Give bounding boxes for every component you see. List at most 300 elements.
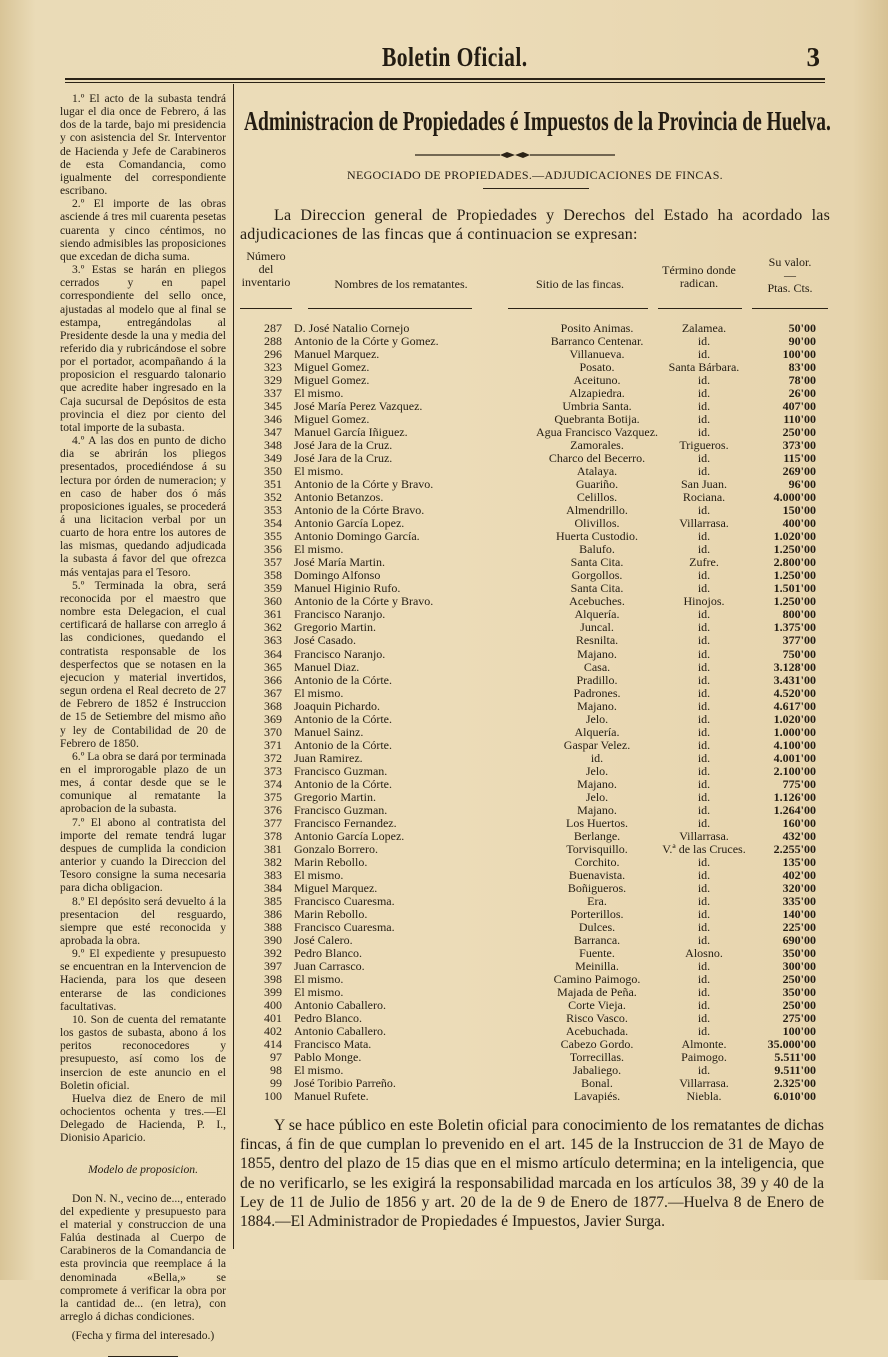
buyer-name: José Toribio Parreño.: [294, 1076, 396, 1091]
inventory-number: 401: [264, 1011, 282, 1026]
property-site: Torrecillas.: [569, 1050, 625, 1065]
property-site: Majada de Peña.: [557, 985, 637, 1000]
property-value: 350'00: [782, 945, 816, 960]
header-term: Término donde radican.: [662, 263, 736, 290]
buyer-name: Manuel Sainz.: [294, 724, 364, 739]
property-site: Padrones.: [573, 685, 621, 700]
buyer-name: Antonio Caballero.: [294, 1024, 386, 1039]
property-site: Barranco Centenar.: [550, 334, 644, 349]
inventory-number: 354: [264, 516, 282, 531]
buyer-name: Antonio de la Córte y Bravo.: [294, 594, 434, 609]
page-number: 3: [806, 42, 820, 72]
inventory-number: 390: [264, 932, 282, 947]
inventory-number: 392: [264, 945, 282, 960]
table-row: [240, 1090, 830, 1103]
municipality: Trigueros.: [679, 438, 729, 453]
inventory-number: 345: [264, 399, 282, 414]
property-value: 35.000'00: [767, 1037, 816, 1052]
property-site: Alzapiedra.: [569, 386, 625, 401]
municipality: San Juan.: [681, 477, 727, 492]
property-site: Quebranta Botija.: [554, 412, 640, 427]
inventory-number: 400: [264, 998, 282, 1013]
municipality: id.: [697, 789, 711, 804]
page-header: [90, 38, 850, 78]
municipality: Zalamea.: [681, 321, 727, 335]
property-value: 4.001'00: [773, 750, 816, 765]
property-site: Charco del Becerro.: [548, 451, 646, 466]
municipality: id.: [697, 919, 711, 934]
table-row: [240, 713, 830, 726]
inventory-number: 358: [264, 568, 282, 583]
property-value: 407'00: [782, 399, 816, 414]
municipality: id.: [697, 854, 711, 869]
property-value: 300'00: [782, 958, 816, 973]
property-value: 250'00: [782, 972, 816, 986]
inventory-number: 369: [264, 711, 282, 726]
property-value: 83'00: [788, 360, 816, 375]
buyer-name: Antonio de la Córte Bravo.: [294, 503, 425, 518]
property-value: 775'00: [782, 776, 816, 791]
inventory-number: 357: [264, 555, 282, 570]
header-rule-thin: [65, 82, 825, 83]
property-value: 2.325'00: [773, 1076, 816, 1091]
header-name: Nombres de los rematantes.: [334, 277, 468, 291]
buyer-name: Domingo Alfonso: [294, 568, 381, 583]
property-value: 377'00: [782, 633, 816, 648]
header-value-units: Ptas. Cts.: [767, 281, 813, 295]
table-row: [240, 869, 830, 882]
buyer-name: Antonio de la Córte.: [294, 737, 392, 752]
publication-title: Boletin Oficial.: [382, 42, 528, 72]
inventory-number: 287: [264, 321, 282, 335]
table-row: [240, 947, 830, 960]
buyer-name: Antonio Caballero.: [294, 998, 386, 1013]
buyer-name: Francisco Mata.: [294, 1037, 372, 1052]
municipality: Almonte.: [681, 1037, 727, 1052]
property-value: 6.010'00: [773, 1089, 816, 1104]
buyer-name: José Calero.: [294, 932, 353, 947]
property-site: Majano.: [577, 646, 617, 661]
table-row: [240, 843, 830, 856]
buyer-name: El mismo.: [294, 685, 344, 700]
inventory-number: 397: [264, 958, 282, 973]
property-site: Buenavista.: [568, 867, 626, 882]
buyer-name: Francisco Fernandez.: [294, 815, 397, 830]
property-value: 115'00: [783, 451, 816, 466]
inventory-number: 353: [264, 503, 282, 518]
buyer-name: Marin Rebollo.: [294, 906, 368, 921]
intro-paragraph: La Direccion general de Propiedades y Derechos del Estado ha acordado las adjudicaciones de las fincas que á continuacion se expresan:: [240, 207, 830, 243]
header-value: [752, 256, 828, 295]
buyer-name: Antonio de la Córte.: [294, 711, 392, 726]
buyer-name: Francisco Naranjo.: [294, 607, 386, 622]
buyer-name: El mismo.: [294, 542, 344, 557]
inventory-number: 399: [264, 985, 282, 1000]
condition-paragraph: 8.º El depósito será devuelto á la presentacion del resguardo, siempre que esté reconocida y aprobada la obra.: [60, 894, 226, 947]
table-row: [240, 778, 830, 791]
property-value: 4.000'00: [773, 490, 816, 505]
condition-paragraph: 6.º La obra se dará por terminada en el improrogable plazo de un mes, á contar desde que se le comunique al rematante la aprobacion de la subasta.: [60, 749, 226, 816]
header-rule: [65, 78, 825, 80]
municipality: Rociana.: [682, 490, 726, 505]
property-value: 750'00: [782, 646, 816, 661]
municipality: id.: [697, 998, 711, 1013]
table-row: [240, 934, 830, 947]
inventory-number: 348: [264, 438, 282, 453]
model-closing: (Fecha y firma del interesado.): [71, 1329, 215, 1343]
condition-paragraph: 10. Son de cuenta del rematante los gastos de subasta, abono á los peritos reconocedores y presupuesto, así como los de insercion de este anuncio en el Boletin oficial.: [60, 1012, 226, 1092]
property-site: Atalaya.: [576, 464, 618, 479]
inventory-number: 352: [264, 490, 282, 505]
table-row: [240, 895, 830, 908]
property-value: 4.520'00: [773, 685, 816, 700]
municipality: id.: [697, 607, 711, 622]
condition-paragraph: 7.º El abono al contratista del importe del remate tendrá lugar despues de cumplida la condicion anterior y cuando la Direccion del Tesoro consigne la suma necesaria para dicha obligacion.: [60, 815, 226, 895]
municipality: id.: [697, 568, 711, 583]
property-value: 100'00: [782, 347, 816, 362]
inventory-number: 367: [264, 685, 282, 700]
property-site: Jelo.: [585, 789, 609, 804]
inventory-number: 362: [264, 620, 282, 635]
section-heading: Administracion de Propiedades é Impuestos de la Provincia de Huelva.: [244, 106, 831, 136]
property-site: id.: [590, 750, 604, 765]
model-text: Don N. N., vecino de..., enterado del expediente y presupuesto para el material y construccion de una Falúa destinada al Cuerpo de Carabineros de la Comandancia de esta provincia que reemplace á la denominada «Bella,» se compromete á verificar la obra por la cantidad de... (en letra), con arreglo á dichas condiciones.: [60, 1191, 226, 1324]
property-site: Cabezo Gordo.: [560, 1037, 634, 1052]
buyer-name: Juan Ramirez.: [294, 750, 363, 765]
table-row: [240, 700, 830, 713]
property-value: 90'00: [788, 334, 816, 349]
inventory-number: 98: [270, 1063, 282, 1078]
property-value: 335'00: [782, 893, 816, 908]
inventory-number: 376: [264, 802, 282, 817]
property-site: Majano.: [577, 776, 617, 791]
municipality: id.: [697, 373, 711, 388]
municipality: id.: [697, 1011, 711, 1026]
municipality: id.: [697, 802, 711, 817]
municipality: V.ª de las Cruces.: [662, 841, 746, 856]
municipality: id.: [697, 464, 711, 479]
inventory-number: 375: [264, 789, 282, 804]
ornament-divider: [415, 150, 615, 160]
property-site: Casa.: [583, 659, 611, 674]
buyer-name: José Jara de la Cruz.: [294, 451, 393, 466]
municipality: id.: [697, 672, 711, 687]
property-site: Torvisquillo.: [566, 841, 628, 856]
header-rule-term: [658, 308, 742, 309]
buyer-name: Gregorio Martin.: [294, 620, 376, 635]
buyer-name: José María Perez Vazquez.: [294, 399, 423, 414]
buyer-name: Francisco Cuaresma.: [294, 893, 395, 908]
inventory-number: 100: [264, 1089, 282, 1104]
inventory-number: 371: [264, 737, 282, 752]
property-site: Barranca.: [573, 932, 621, 947]
header-rule-value: [752, 308, 828, 309]
property-site: Boñigueros.: [567, 880, 627, 895]
condition-paragraph: 9.º El expediente y presupuesto se encuentran en la Intervencion de Hacienda, para los que deseen enterarse de las condiciones facultativas.: [60, 947, 226, 1013]
property-site: Porterillos.: [570, 906, 624, 921]
property-value: 1.126'00: [773, 789, 816, 804]
municipality: id.: [697, 815, 711, 830]
property-site: Alquería.: [574, 607, 620, 622]
header-value-dash: —: [784, 268, 796, 282]
inventory-number: 337: [264, 386, 282, 401]
buyer-name: Manuel Marquez.: [294, 347, 380, 362]
property-site: Gaspar Velez.: [563, 737, 631, 752]
municipality: Villarrasa.: [679, 828, 729, 843]
municipality: id.: [697, 503, 711, 518]
inventory-number: 402: [264, 1024, 282, 1039]
delegate-signature: Huelva diez de Enero de mil ochocientos ochenta y tres.—El Delegado de Hacienda, P. I., Dionisio Aparicio.: [60, 1091, 226, 1145]
property-value: 320'00: [782, 880, 816, 895]
property-site: Celillos.: [576, 490, 618, 505]
inventory-number: 359: [264, 581, 282, 596]
inventory-number: 347: [264, 425, 282, 440]
buyer-name: Antonio García Lopez.: [294, 828, 405, 843]
buyer-name: Manuel García Iñiguez.: [294, 425, 408, 440]
property-value: 350'00: [782, 985, 816, 1000]
municipality: id.: [697, 1063, 711, 1078]
header-rule-num: [240, 308, 292, 309]
condition-paragraph: 5.º Terminada la obra, será reconocida por el maestro que nombre esta Delegacion, el cual certificará de hallarse con arreglo á las condiciones, quedando el contratista responsable de los desperfectos que se notasen en la ejecucion y material invertidos, segun ordena el Real decreto de 27 de Febrero de 1852 é Instruccion de 15 de Setiembre del mismo año y ley de Contabilidad de 20 de Febrero de 1850.: [60, 578, 226, 750]
property-value: 250'00: [782, 998, 816, 1013]
buyer-name: Antonio de la Córte.: [294, 672, 392, 687]
table-row: [240, 921, 830, 934]
inventory-number: 99: [270, 1076, 282, 1091]
table-row: [240, 687, 830, 700]
buyer-name: José Casado.: [294, 633, 356, 648]
property-site: Corte Vieja.: [568, 998, 626, 1013]
municipality: id.: [697, 399, 711, 414]
buyer-name: Manuel Rufete.: [294, 1089, 369, 1104]
municipality: id.: [697, 386, 711, 401]
table-row: [240, 830, 830, 843]
municipality: id.: [697, 750, 711, 765]
property-value: 100'00: [782, 1024, 816, 1039]
property-site: Dulces.: [578, 919, 616, 934]
property-value: 400'00: [782, 516, 816, 531]
property-site: Alquería.: [574, 724, 620, 739]
municipality: id.: [697, 867, 711, 882]
buyer-name: El mismo.: [294, 386, 344, 401]
property-site: Pradillo.: [576, 672, 618, 687]
property-site: Guariño.: [575, 477, 619, 492]
property-site: Santa Cita.: [570, 581, 624, 596]
property-site: Balufo.: [579, 542, 615, 557]
property-value: 275'00: [782, 1011, 816, 1026]
municipality: Villarrasa.: [679, 516, 729, 531]
property-value: 5.511'00: [774, 1050, 816, 1065]
buyer-name: José María Martin.: [294, 555, 385, 570]
property-site: Resnilta.: [575, 633, 619, 648]
property-site: Zamorales.: [570, 438, 624, 453]
municipality: id.: [697, 893, 711, 908]
property-site: Agua Francisco Vazquez.: [535, 425, 659, 440]
property-site: Jelo.: [585, 763, 609, 778]
property-site: Camino Paimogo.: [553, 972, 641, 986]
buyer-name: Francisco Guzman.: [294, 802, 388, 817]
municipality: id.: [697, 633, 711, 648]
buyer-name: Francisco Naranjo.: [294, 646, 386, 661]
property-value: 1.020'00: [773, 711, 816, 726]
property-site: Santa Cita.: [570, 555, 624, 570]
property-value: 78'00: [788, 373, 816, 388]
property-value: 373'00: [782, 438, 816, 453]
property-value: 800'00: [782, 607, 816, 622]
property-value: 9.511'00: [774, 1063, 816, 1078]
buyer-name: Manuel Diaz.: [294, 659, 360, 674]
buyer-name: Marin Rebollo.: [294, 854, 368, 869]
property-value: 402'00: [782, 867, 816, 882]
property-value: 140'00: [782, 906, 816, 921]
property-site: Los Huertos.: [566, 815, 628, 830]
property-value: 269'00: [782, 464, 816, 479]
property-site: Umbria Santa.: [562, 399, 632, 414]
property-value: 1.020'00: [773, 529, 816, 544]
inventory-number: 372: [264, 750, 282, 765]
property-value: 1.250'00: [773, 542, 816, 557]
inventory-number: 366: [264, 672, 282, 687]
property-value: 2.100'00: [773, 763, 816, 778]
buyer-name: El mismo.: [294, 867, 344, 882]
inventory-number: 360: [264, 594, 282, 609]
inventory-number: 365: [264, 659, 282, 674]
buyer-name: Francisco Guzman.: [294, 763, 388, 778]
header-rule-name: [308, 308, 472, 309]
buyer-name: Antonio García Lopez.: [294, 516, 405, 531]
property-site: Jelo.: [585, 711, 609, 726]
table-row: [240, 634, 830, 647]
property-value: 432'00: [782, 828, 816, 843]
header-site: Sitio de las fincas.: [536, 277, 624, 291]
inventory-number: 374: [264, 776, 282, 791]
inventory-number: 349: [264, 451, 282, 466]
buyer-name: Miguel Marquez.: [294, 880, 378, 895]
header-value-title: Su valor.: [768, 255, 812, 269]
inventory-number: 97: [270, 1050, 282, 1065]
municipality: id.: [697, 581, 711, 596]
inventory-number: 351: [264, 477, 282, 492]
buyer-name: Gregorio Martin.: [294, 789, 376, 804]
property-site: Bonal.: [581, 1076, 613, 1091]
buyer-name: Antonio Betanzos.: [294, 490, 384, 505]
inventory-number: 361: [264, 607, 282, 622]
property-value: 26'00: [788, 386, 816, 401]
property-value: 2.255'00: [773, 841, 816, 856]
header-num: Número del inventario: [241, 249, 291, 289]
property-site: Posito Animas.: [560, 321, 634, 335]
property-site: Olivillos.: [574, 516, 620, 531]
buyer-name: Pedro Blanco.: [294, 945, 362, 960]
buyer-name: Pedro Blanco.: [294, 1011, 362, 1026]
property-value: 3.128'00: [773, 659, 816, 674]
property-site: Acebuchada.: [565, 1024, 629, 1039]
property-value: 3.431'00: [773, 672, 816, 687]
inventory-number: 346: [264, 412, 282, 427]
property-value: 225'00: [782, 919, 816, 934]
buyer-name: Pablo Monge.: [294, 1050, 362, 1065]
municipality: id.: [697, 711, 711, 726]
inventory-number: 288: [264, 334, 282, 349]
inventory-number: 370: [264, 724, 282, 739]
inventory-number: 414: [264, 1037, 282, 1052]
municipality: id.: [697, 880, 711, 895]
municipality: id.: [697, 985, 711, 1000]
municipality: id.: [697, 737, 711, 752]
municipality: id.: [697, 412, 711, 427]
model-title: Modelo de proposicion.: [87, 1162, 199, 1176]
inventory-number: 373: [264, 763, 282, 778]
buyer-name: Manuel Higinio Rufo.: [294, 581, 401, 596]
inventory-number: 364: [264, 646, 282, 661]
municipality: id.: [697, 1024, 711, 1039]
municipality: id.: [697, 906, 711, 921]
property-value: 1.501'00: [773, 581, 816, 596]
buyer-name: Miguel Gomez.: [294, 412, 370, 427]
property-value: 1.250'00: [773, 568, 816, 583]
property-value: 4.617'00: [773, 698, 816, 713]
property-value: 135'00: [782, 854, 816, 869]
property-site: Corchito.: [574, 854, 620, 869]
buyer-name: El mismo.: [294, 1063, 344, 1078]
municipality: Santa Bárbara.: [668, 360, 740, 375]
inventory-number: 363: [264, 633, 282, 648]
table-row: [240, 817, 830, 830]
table-row: [240, 674, 830, 687]
inventory-number: 377: [264, 815, 282, 830]
buyer-name: Juan Carrasco.: [294, 958, 365, 973]
table-row: [240, 739, 830, 752]
municipality: id.: [697, 685, 711, 700]
municipality: id.: [697, 542, 711, 557]
inventory-number: 382: [264, 854, 282, 869]
subheading-rule: [483, 188, 589, 189]
closing-paragraph: Y se hace público en este Boletin oficial para conocimiento de los rematantes de dichas fincas, á fin de que cumplan lo prevenido en el art. 145 de la Instruccion de 31 de Mayo de 1855, dentro del plazo de 15 dias que en el mismo artículo determina; en la inteligencia, que de no verificarlo, se les exigirá la responsabilidad marcada en los artículos 38, 39 y 40 de la Ley de 11 de Julio de 1856 y art. 20 de la de 9 de Enero de 1877.—Huelva 8 de Enero de 1884.—El Administrador de Propiedades é Impuestos, Javier Surga.: [240, 1117, 824, 1231]
property-value: 1.375'00: [773, 620, 816, 635]
inventory-number: 296: [264, 347, 282, 362]
municipality: Villarrasa.: [679, 1076, 729, 1091]
buyer-name: Antonio de la Córte y Gomez.: [294, 334, 439, 349]
inventory-number: 329: [264, 373, 282, 388]
municipality: id.: [697, 958, 711, 973]
property-value: 110'00: [783, 412, 816, 427]
table-row: [240, 765, 830, 778]
inventory-number: 323: [264, 360, 282, 375]
table-row: [240, 804, 830, 817]
inventory-number: 355: [264, 529, 282, 544]
municipality: id.: [697, 972, 711, 986]
inventory-number: 378: [264, 828, 282, 843]
municipality: id.: [697, 932, 711, 947]
table-row: [240, 661, 830, 674]
condition-paragraph: 2.º El importe de las obras asciende á tres mil cuarenta pesetas cuarenta y cinco céntimos, no siendo admisibles las proposiciones que excedan de dicha suma.: [60, 197, 226, 263]
inventory-number: 388: [264, 919, 282, 934]
table-row: [240, 726, 830, 739]
property-site: Majano.: [577, 802, 617, 817]
property-site: Fuente.: [579, 945, 615, 960]
municipality: id.: [697, 620, 711, 635]
property-site: Villanueva.: [569, 347, 625, 362]
table-row: [240, 648, 830, 661]
property-site: Gorgollos.: [571, 568, 623, 583]
property-site: Berlange.: [573, 828, 621, 843]
municipality: id.: [697, 724, 711, 739]
property-site: Lavapiés.: [573, 1089, 621, 1104]
inventory-number: 383: [264, 867, 282, 882]
property-value: 150'00: [782, 503, 816, 518]
table-header: [240, 250, 830, 310]
inventory-number: 356: [264, 542, 282, 557]
municipality: id.: [697, 425, 711, 440]
